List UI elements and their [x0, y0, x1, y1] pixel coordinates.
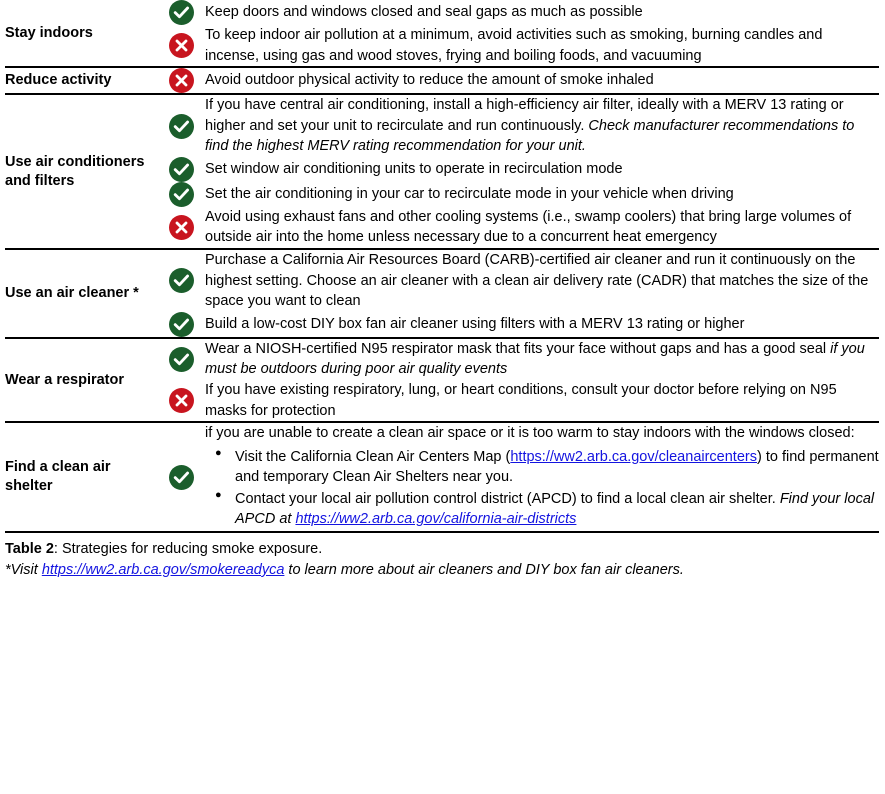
- table-row: [5, 67, 879, 94]
- icon-cell: [157, 312, 205, 337]
- icon-cell: [157, 25, 205, 66]
- icon-cell: [157, 380, 205, 421]
- cross-circle-icon: [169, 215, 194, 240]
- cross-circle-icon: [169, 33, 194, 58]
- list-item: [157, 423, 879, 531]
- strategies-table: [5, 0, 879, 533]
- row-body: [157, 249, 879, 338]
- row-label-stay-indoors: Stay indoors: [5, 0, 157, 67]
- item-text-plain: If you have central air conditioning, install a high-efficiency air filter, ideally with a MERV 13 rating or higher and set your unit to recirculate and run continuously.: [205, 97, 844, 134]
- list-item: [157, 312, 879, 337]
- item-list: [157, 423, 879, 531]
- bullet-text-before: Visit the California Clean Air Centers Map (: [235, 448, 511, 465]
- table-row: [5, 338, 879, 422]
- bullet-text-before: Contact your local air pollution control district (APCD) to find a local clean air shelter.: [235, 490, 780, 507]
- footnote-before: *Visit: [5, 561, 42, 578]
- row-body: [157, 422, 879, 532]
- icon-cell: [157, 423, 205, 531]
- item-text-italic: if you must be outdoors during poor air quality events: [205, 340, 865, 378]
- table-row: [5, 94, 879, 249]
- icon-cell: [157, 182, 205, 207]
- check-circle-icon: [169, 182, 194, 207]
- item-text: To keep indoor air pollution at a minimum, avoid activities such as smoking, burning candles and incense, using gas and wood stoves, frying and boiling foods, and vacuuming: [205, 27, 823, 64]
- item-list: [157, 339, 879, 421]
- bullet-text-italic: Find your local APCD at: [235, 490, 875, 528]
- cross-circle-icon: [169, 68, 194, 93]
- list-item: [235, 447, 879, 488]
- table-caption: [5, 533, 879, 581]
- list-item: [157, 380, 879, 421]
- item-list: [157, 250, 879, 337]
- list-item: [157, 95, 879, 157]
- shelter-intro-text: if you are unable to create a clean air space or it is too warm to stay indoors with the windows closed:: [205, 425, 855, 442]
- cross-circle-icon: [169, 388, 194, 413]
- bullet-text-after: ) to find permanent and temporary Clean Air Shelters near you.: [235, 448, 879, 486]
- icon-cell: [157, 250, 205, 312]
- icon-cell: [157, 157, 205, 182]
- caption-line-2: [5, 560, 879, 581]
- list-item: [157, 207, 879, 248]
- row-body: [157, 0, 879, 67]
- item-text: Avoid using exhaust fans and other cooling systems (i.e., swamp coolers) that bring large volumes of outside air into the home unless necessary due to a concurrent heat emergency: [205, 208, 852, 246]
- table-row: [5, 422, 879, 532]
- row-label-use-air-cleaner: Use an air cleaner *: [5, 249, 157, 338]
- item-text-italic: Check manufacturer recommendations to find the highest MERV rating recommendation for your unit.: [205, 117, 855, 155]
- caption-label: Table 2: [5, 540, 54, 557]
- check-circle-icon: [169, 114, 194, 139]
- table-row: [5, 249, 879, 338]
- air-districts-link[interactable]: https://ww2.arb.ca.gov/california-air-districts: [295, 511, 577, 528]
- item-text: If you have existing respiratory, lung, or heart conditions, consult your doctor before relying on N95 masks for protection: [205, 381, 837, 419]
- check-circle-icon: [169, 0, 194, 25]
- item-list: [157, 0, 879, 66]
- smokereadyca-link[interactable]: https://ww2.arb.ca.gov/smokereadyca: [41, 561, 285, 578]
- icon-cell: [157, 339, 205, 380]
- item-text: Avoid outdoor physical activity to reduce the amount of smoke inhaled: [205, 72, 654, 89]
- item-list: [157, 68, 879, 93]
- list-item: [157, 157, 879, 182]
- list-item: [157, 0, 879, 25]
- list-item: [157, 182, 879, 207]
- item-text: Set window air conditioning units to operate in recirculation mode: [205, 161, 623, 178]
- list-item: [157, 250, 879, 312]
- row-label-find-clean-air-shelter: Find a clean air shelter: [5, 422, 157, 532]
- row-body: [157, 338, 879, 422]
- check-circle-icon: [169, 465, 194, 490]
- footnote-after: to learn more about air cleaners and DIY box fan air cleaners.: [284, 561, 684, 578]
- row-label-use-air-conditioners: Use air conditioners and filters: [5, 94, 157, 249]
- list-item: [157, 68, 879, 93]
- icon-cell: [157, 95, 205, 157]
- row-body: [157, 94, 879, 249]
- list-item: [157, 339, 879, 380]
- check-circle-icon: [169, 312, 194, 337]
- item-text: [205, 95, 879, 157]
- clean-air-centers-link[interactable]: https://ww2.arb.ca.gov/cleanaircenters: [510, 448, 757, 465]
- item-text-plain: Wear a NIOSH-certified N95 respirator mask that fits your face without gaps and has a good seal: [205, 340, 831, 357]
- icon-cell: [157, 68, 205, 93]
- item-list: [157, 95, 879, 248]
- item-text: [205, 339, 879, 380]
- row-label-reduce-activity: Reduce activity: [5, 67, 157, 94]
- item-text: [205, 423, 879, 531]
- check-circle-icon: [169, 347, 194, 372]
- check-circle-icon: [169, 157, 194, 182]
- item-text: Set the air conditioning in your car to recirculate mode in your vehicle when driving: [205, 186, 734, 203]
- list-item: [235, 489, 879, 530]
- check-circle-icon: [169, 268, 194, 293]
- item-text: Build a low-cost DIY box fan air cleaner using filters with a MERV 13 rating or higher: [205, 315, 745, 332]
- item-text: Keep doors and windows closed and seal gaps as much as possible: [205, 4, 643, 21]
- caption-line-1: [5, 539, 879, 560]
- shelter-bullet-list: [205, 447, 879, 530]
- caption-text: : Strategies for reducing smoke exposure.: [53, 540, 323, 557]
- item-text: Purchase a California Air Resources Board (CARB)-certified air cleaner and run it continuously on the highest setting. Choose an air cleaner with a clean air delivery rate (CADR) that matches the size of the space you want to clean: [205, 252, 869, 310]
- table-row: [5, 0, 879, 67]
- row-body: [157, 67, 879, 94]
- icon-cell: [157, 207, 205, 248]
- icon-cell: [157, 0, 205, 25]
- row-label-wear-respirator: Wear a respirator: [5, 338, 157, 422]
- list-item: [157, 25, 879, 66]
